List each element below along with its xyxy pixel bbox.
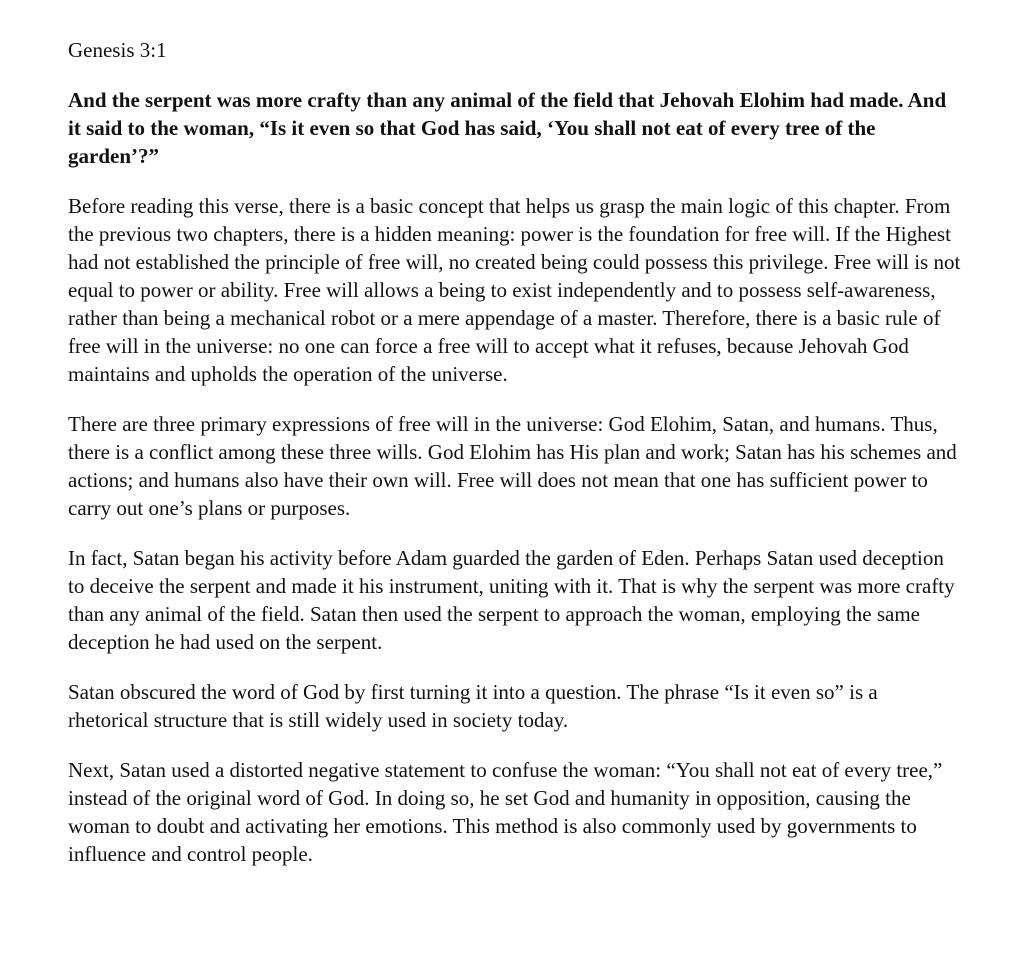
commentary-paragraph-4: Satan obscured the word of God by first turning it into a question. The phrase “Is it even so” is a rhetorical structure that is still widely used in society today. [68, 680, 878, 732]
verse-reference-heading: Genesis 3:1 [68, 38, 167, 62]
commentary-paragraph-3: In fact, Satan began his activity before Adam guarded the garden of Eden. Perhaps Satan used deception to deceive the serpent and made it his instrument, uniting with it. That is why the serpent was more crafty than any animal of the field. Satan then used the serpent to approach the woman, employing the same deception he had used on the serpent. [68, 546, 955, 654]
commentary-paragraph-1: Before reading this verse, there is a basic concept that helps us grasp the main logic of this chapter. From the previous two chapters, there is a hidden meaning: power is the foundation for free will. If the Highest had not established the principle of free will, no created being could possess this privilege. Free will is not equal to power or ability. Free will allows a being to exist independently and to possess self-awareness, rather than being a mechanical robot or a mere appendage of a master. Therefore, there is a basic rule of free will in the universe: no one can force a free will to accept what it refuses, because Jehovah God maintains and upholds the operation of the universe. [68, 194, 961, 386]
commentary-paragraph-2: There are three primary expressions of free will in the universe: God Elohim, Satan, and humans. Thus, there is a conflict among these three wills. God Elohim has His plan and work; Satan has his schemes and actions; and humans also have their own will. Free will does not mean that one has sufficient power to carry out one’s plans or purposes. [68, 412, 957, 520]
verse-text: And the serpent was more crafty than any animal of the field that Jehovah Elohim had made. And it said to the woman, “Is it even so that God has said, ‘You shall not eat of every tree of the garden’?” [68, 88, 947, 168]
commentary-paragraph-5: Next, Satan used a distorted negative statement to confuse the woman: “You shall not eat of every tree,” instead of the original word of God. In doing so, he set God and humanity in opposition, causing the woman to doubt and activating her emotions. This method is also commonly used by governments to influence and control people. [68, 758, 943, 866]
